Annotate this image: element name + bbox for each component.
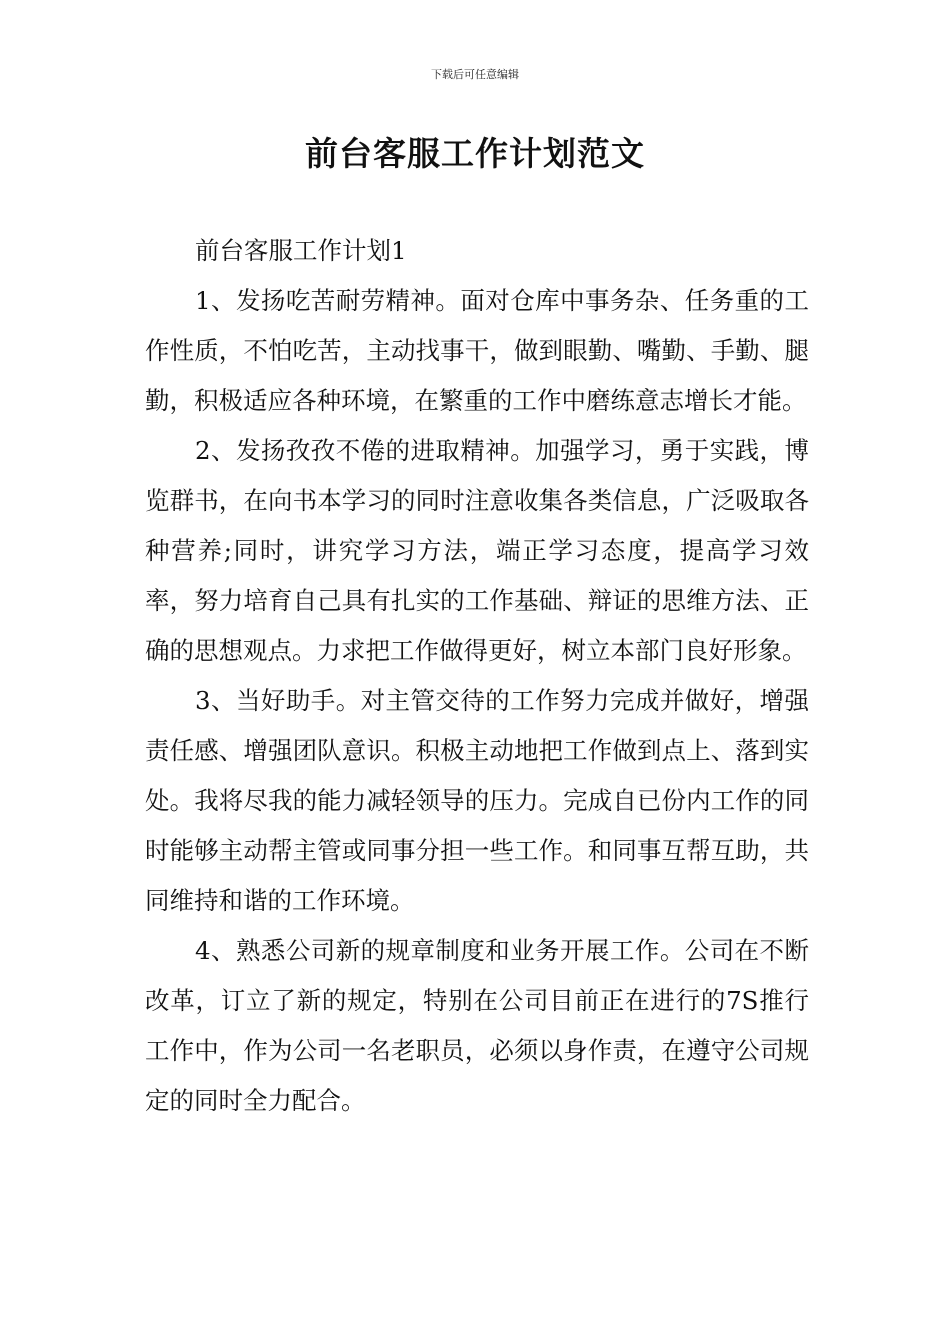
paragraph-1: 1、发扬吃苦耐劳精神。面对仓库中事务杂、任务重的工作性质，不怕吃苦，主动找事干，做到眼勤、嘴勤、手勤、腿勤，积极适应各种环境，在繁重的工作中磨练意志增长才能。 bbox=[145, 286, 809, 415]
paragraph-3: 3、当好助手。对主管交待的工作努力完成并做好，增强责任感、增强团队意识。积极主动地把工作做到点上、落到实处。我将尽我的能力减轻领导的压力。完成自已份内工作的同时能够主动帮主管或同事分担一些工作。和同事互帮互助，共同维持和谐的工作环境。 bbox=[145, 686, 809, 915]
section-heading: 前台客服工作计划1 bbox=[195, 236, 407, 265]
paragraph-4: 4、熟悉公司新的规章制度和业务开展工作。公司在不断改革，订立了新的规定，特别在公司目前正在进行的7S推行工作中，作为公司一名老职员，必须以身作责，在遵守公司规定的同时全力配合。 bbox=[145, 936, 809, 1115]
document-title: 前台客服工作计划范文 bbox=[305, 134, 645, 173]
document-body bbox=[145, 226, 809, 1126]
header-note: 下载后可任意编辑 bbox=[431, 68, 519, 81]
paragraph-2: 2、发扬孜孜不倦的进取精神。加强学习，勇于实践，博览群书，在向书本学习的同时注意收集各类信息，广泛吸取各种营养;同时，讲究学习方法，端正学习态度，提高学习效率，努力培育自己具有扎实的工作基础、辩证的思维方法、正确的思想观点。力求把工作做得更好，树立本部门良好形象。 bbox=[145, 436, 809, 665]
